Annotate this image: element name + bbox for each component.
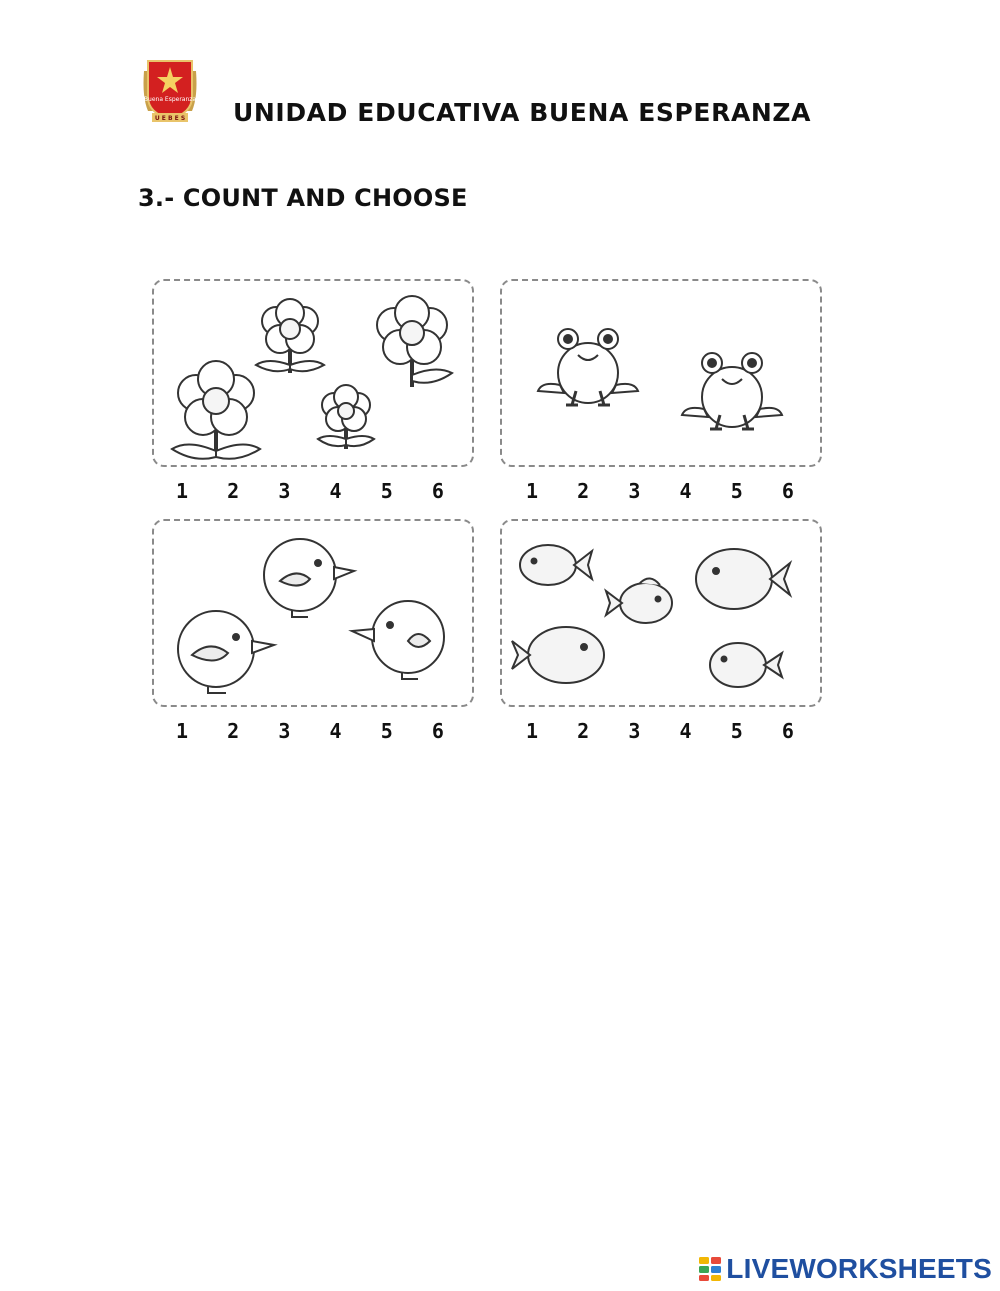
chick-icon bbox=[154, 521, 472, 705]
panel-flowers bbox=[152, 279, 474, 467]
school-name: UNIDAD EDUCATIVA BUENA ESPERANZA bbox=[233, 98, 812, 127]
choices-flowers bbox=[172, 479, 448, 503]
school-logo bbox=[138, 57, 202, 125]
panel-frogs bbox=[500, 279, 822, 467]
choice-4[interactable]: 4 bbox=[679, 479, 692, 503]
frog-icon bbox=[502, 281, 820, 465]
choice-5[interactable]: 5 bbox=[730, 719, 743, 743]
choice-1[interactable]: 1 bbox=[525, 719, 539, 743]
choice-3[interactable]: 3 bbox=[628, 719, 641, 743]
choice-1[interactable]: 1 bbox=[175, 719, 189, 743]
choice-5[interactable]: 5 bbox=[730, 479, 743, 503]
choice-1[interactable]: 1 bbox=[525, 479, 539, 503]
choice-5[interactable]: 5 bbox=[380, 719, 393, 743]
fish-icon bbox=[502, 521, 820, 705]
choice-3[interactable]: 3 bbox=[278, 719, 291, 743]
liveworksheets-logo-icon bbox=[698, 1256, 722, 1282]
choice-2[interactable]: 2 bbox=[577, 479, 590, 503]
choices-frogs bbox=[522, 479, 798, 503]
choice-3[interactable]: 3 bbox=[278, 479, 291, 503]
choice-6[interactable]: 6 bbox=[431, 719, 444, 743]
panel-fish bbox=[500, 519, 822, 707]
logo-text: Buena Esperanza bbox=[143, 96, 197, 103]
choice-6[interactable]: 6 bbox=[431, 479, 444, 503]
choice-1[interactable]: 1 bbox=[175, 479, 189, 503]
choice-4[interactable]: 4 bbox=[329, 479, 342, 503]
exercise-title: 3.- COUNT AND CHOOSE bbox=[138, 184, 468, 212]
choice-3[interactable]: 3 bbox=[628, 479, 641, 503]
panel-chicks bbox=[152, 519, 474, 707]
choice-5[interactable]: 5 bbox=[380, 479, 393, 503]
choice-2[interactable]: 2 bbox=[227, 479, 240, 503]
choices-fish bbox=[522, 719, 798, 743]
choice-6[interactable]: 6 bbox=[781, 719, 794, 743]
logo-badge: U E B E S bbox=[154, 115, 186, 122]
choice-4[interactable]: 4 bbox=[679, 719, 692, 743]
choice-4[interactable]: 4 bbox=[329, 719, 342, 743]
choice-2[interactable]: 2 bbox=[577, 719, 590, 743]
choice-6[interactable]: 6 bbox=[781, 479, 794, 503]
brand-name: LIVEWORKSHEETS bbox=[726, 1253, 992, 1284]
liveworksheets-brand[interactable] bbox=[698, 1253, 992, 1285]
choices-chicks bbox=[172, 719, 448, 743]
flower-icon bbox=[154, 281, 472, 465]
choice-2[interactable]: 2 bbox=[227, 719, 240, 743]
